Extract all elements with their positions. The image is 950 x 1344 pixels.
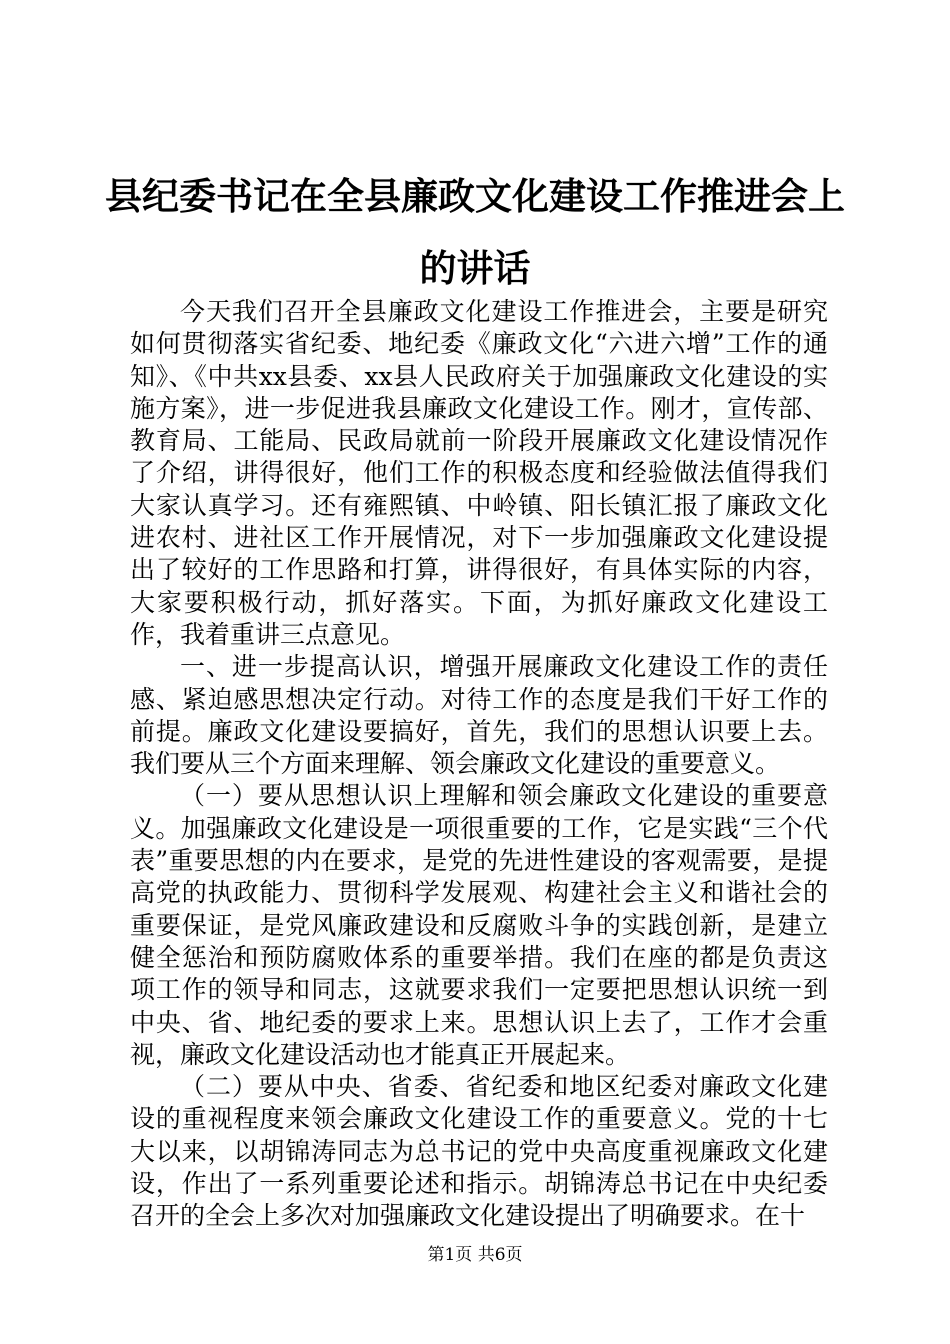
paragraph: 一、进一步提高认识，增强开展廉政文化建设工作的责任感、紧迫感思想决定行动。对待工作的态度是我们干好工作的前提。廉政文化建设要搞好，首先，我们的思想认识要上去。我们要从三个方面来理解、领会廉政文化建设的重要意义。 [130, 652, 828, 779]
paragraph: （二）要从中央、省委、省纪委和地区纪委对廉政文化建设的重视程度来领会廉政文化建设工作的重要意义。党的十七大以来，以胡锦涛同志为总书记的党中央高度重视廉政文化建设，作出了一系列重要论述和指示。胡锦涛总书记在中央纪委召开的全会上多次对加强廉政文化建设提出了明确要求。在十 [130, 1072, 828, 1231]
paragraph: 今天我们召开全县廉政文化建设工作推进会，主要是研究如何贯彻落实省纪委、地纪委《廉政文化“六进六增”工作的通知》、《中共xx县委、xx县人民政府关于加强廉政文化建设的实施方案》，进一步促进我县廉政文化建设工作。刚才，宣传部、教育局、工能局、民政局就前一阶段开展廉政文化建设情况作了介绍，讲得很好，他们工作的积极态度和经验做法值得我们大家认真学习。还有雍熙镇、中岭镇、阳长镇汇报了廉政文化进农村、进社区工作开展情况，对下一步加强廉政文化建设提出了较好的工作思路和打算，讲得很好，有具体实际的内容，大家要积极行动，抓好落实。下面，为抓好廉政文化建设工作，我着重讲三点意见。 [130, 297, 828, 649]
document-title: 县纪委书记在全县廉政文化建设工作推进会上的讲话 [105, 174, 845, 290]
page-footer: 第1页 共6页 [427, 1245, 523, 1265]
document-body [130, 296, 828, 1233]
paragraph: （一）要从思想认识上理解和领会廉政文化建设的重要意义。加强廉政文化建设是一项很重要的工作，它是实践“三个代表”重要思想的内在要求，是党的先进性建设的客观需要，是提高党的执政能力、贯彻科学发展观、构建社会主义和谐社会的重要保证，是党风廉政建设和反腐败斗争的实践创新，是建立健全惩治和预防腐败体系的重要举措。我们在座的都是负责这项工作的领导和同志，这就要求我们一定要把思想认识统一到中央、省、地纪委的要求上来。思想认识上去了，工作才会重视，廉政文化建设活动也才能真正开展起来。 [130, 781, 828, 1069]
